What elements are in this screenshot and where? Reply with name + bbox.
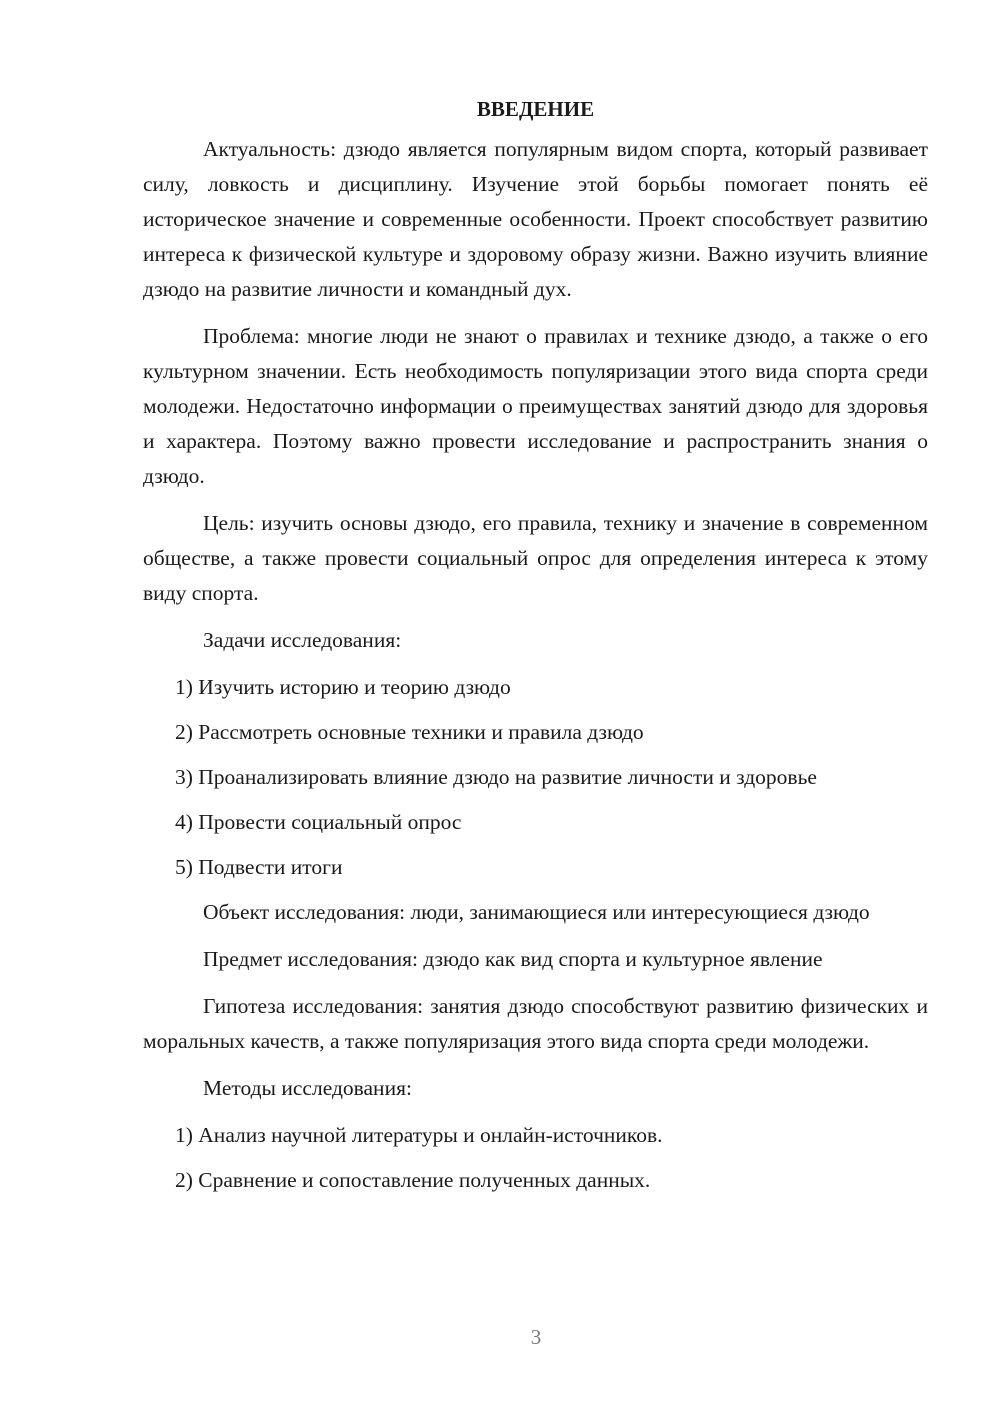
list-item: 1) Анализ научной литературы и онлайн-источников. <box>175 1123 663 1147</box>
list-item: 5) Подвести итоги <box>175 855 343 879</box>
goal-paragraph: Цель: изучить основы дзюдо, его правила, технику и значение в современном обществе, а также провести социальный опрос для определения интереса к этому виду спорта. <box>143 511 928 605</box>
problem-paragraph: Проблема: многие люди не знают о правилах и технике дзюдо, а также о его культурном значении. Есть необходимость популяризации этого вида спорта среди молодежи. Недостаточно информации о преимуществах занятий дзюдо для здоровья и характера. Поэтому важно провести исследование и распространить знания о дзюдо. <box>143 324 928 488</box>
subject-paragraph: Предмет исследования: дзюдо как вид спорта и культурное явление <box>203 947 823 971</box>
methods-label: Методы исследования: <box>203 1076 412 1100</box>
list-item: 4) Провести социальный опрос <box>175 810 462 834</box>
methods-list <box>143 1118 928 1198</box>
section-title: ВВЕДЕНИЕ <box>476 97 595 121</box>
relevance-paragraph: Актуальность: дзюдо является популярным видом спорта, который развивает силу, ловкость и дисциплину. Изучение этой борьбы помогает понять её историческое значение и современные особенности. Проект способствует развитию интереса к физической культуре и здоровому образу жизни. Важно изучить влияние дзюдо на развитие личности и командный дух. <box>143 137 928 301</box>
list-item: 3) Проанализировать влияние дзюдо на развитие личности и здоровье <box>175 765 817 789</box>
list-item: 2) Сравнение и сопоставление полученных данных. <box>175 1168 651 1192</box>
document-page <box>143 92 928 1208</box>
object-paragraph: Объект исследования: люди, занимающиеся или интересующиеся дзюдо <box>203 900 870 924</box>
list-item: 2) Рассмотреть основные техники и правила дзюдо <box>175 720 644 744</box>
page-number: 3 <box>530 1325 542 1349</box>
list-item: 1) Изучить историю и теорию дзюдо <box>175 675 511 699</box>
tasks-list <box>143 670 928 885</box>
tasks-label: Задачи исследования: <box>203 628 402 652</box>
hypothesis-paragraph: Гипотеза исследования: занятия дзюдо способствуют развитию физических и моральных качеств, а также популяризация этого вида спорта среди молодежи. <box>143 994 928 1053</box>
